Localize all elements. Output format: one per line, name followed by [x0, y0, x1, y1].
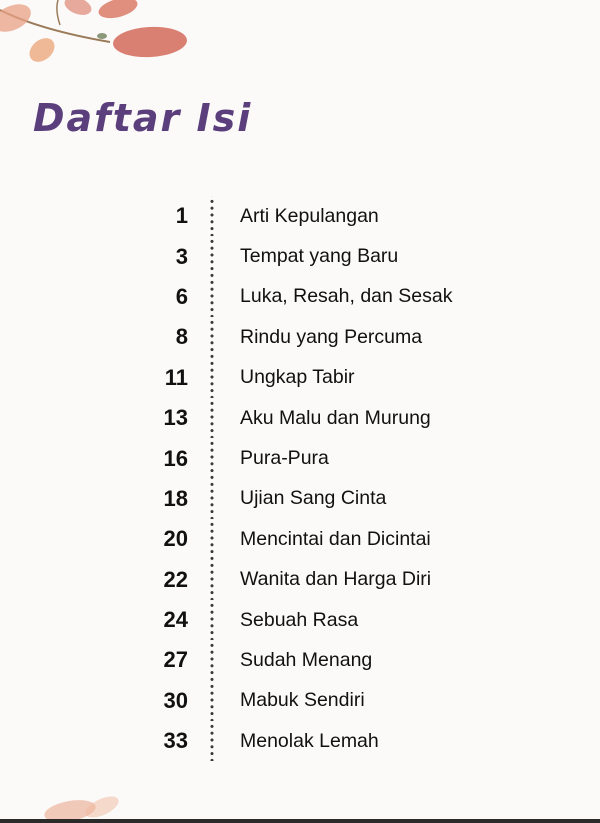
dotted-divider [210, 277, 214, 317]
toc-entry [140, 600, 490, 640]
toc-chapter-title: Tempat yang Baru [240, 245, 399, 268]
dotted-divider [210, 479, 214, 519]
toc-entry [140, 681, 490, 721]
dotted-divider [210, 681, 214, 721]
toc-chapter-title: Wanita dan Harga Diri [240, 568, 432, 591]
toc-page-number: 30 [163, 687, 188, 713]
toc-page-number: 11 [164, 364, 188, 390]
toc-entry [140, 236, 490, 276]
toc-page-number: 13 [163, 405, 188, 431]
toc-chapter-title: Pura-Pura [240, 447, 329, 470]
dotted-divider [210, 600, 214, 640]
toc-page-number: 24 [163, 607, 188, 633]
toc-entry [140, 277, 490, 317]
dotted-divider [210, 438, 214, 478]
toc-page-number: 1 [175, 203, 188, 229]
toc-entry [140, 358, 490, 398]
toc-page-number: 6 [175, 283, 188, 309]
toc-chapter-title: Ungkap Tabir [240, 366, 355, 389]
page-title: Daftar Isi [33, 96, 253, 140]
dotted-divider [210, 640, 214, 680]
toc-chapter-title: Mencintai dan Dicintai [240, 527, 431, 550]
dotted-divider [210, 560, 214, 600]
toc-entry [140, 721, 490, 761]
floral-decoration-top [0, 0, 200, 80]
toc-chapter-title: Rindu yang Percuma [240, 325, 423, 348]
toc-page-number: 8 [175, 324, 188, 350]
toc-entry [140, 317, 490, 357]
floral-decoration-bottom [40, 789, 140, 819]
toc-page-number: 22 [163, 566, 188, 592]
toc-page-number: 27 [163, 647, 188, 673]
toc-chapter-title: Menolak Lemah [240, 729, 379, 752]
toc-page-number: 3 [175, 243, 188, 269]
toc-entry [140, 398, 490, 438]
toc-page-number: 16 [163, 445, 188, 471]
toc-chapter-title: Luka, Resah, dan Sesak [240, 285, 453, 308]
page-bottom-edge [0, 819, 600, 823]
dotted-divider [210, 519, 214, 559]
toc-entry [140, 196, 490, 236]
toc-chapter-title: Arti Kepulangan [240, 204, 379, 227]
dotted-divider [210, 196, 214, 236]
toc-page-number: 18 [163, 485, 188, 511]
dotted-divider [210, 317, 214, 357]
toc-chapter-title: Aku Malu dan Murung [240, 406, 431, 429]
toc-entry [140, 438, 490, 478]
dotted-divider [210, 236, 214, 276]
toc-page-number: 33 [163, 728, 188, 754]
toc-chapter-title: Mabuk Sendiri [240, 689, 365, 712]
toc-chapter-title: Sebuah Rasa [240, 608, 359, 631]
dotted-divider [210, 358, 214, 398]
toc-entry [140, 560, 490, 600]
toc-chapter-title: Sudah Menang [240, 648, 373, 671]
toc-page-number: 20 [163, 526, 188, 552]
dotted-divider [210, 398, 214, 438]
toc-entry [140, 519, 490, 559]
toc-chapter-title: Ujian Sang Cinta [240, 487, 387, 510]
toc-entry [140, 479, 490, 519]
toc-entry [140, 640, 490, 680]
dotted-divider [210, 721, 214, 761]
table-of-contents [140, 196, 490, 761]
